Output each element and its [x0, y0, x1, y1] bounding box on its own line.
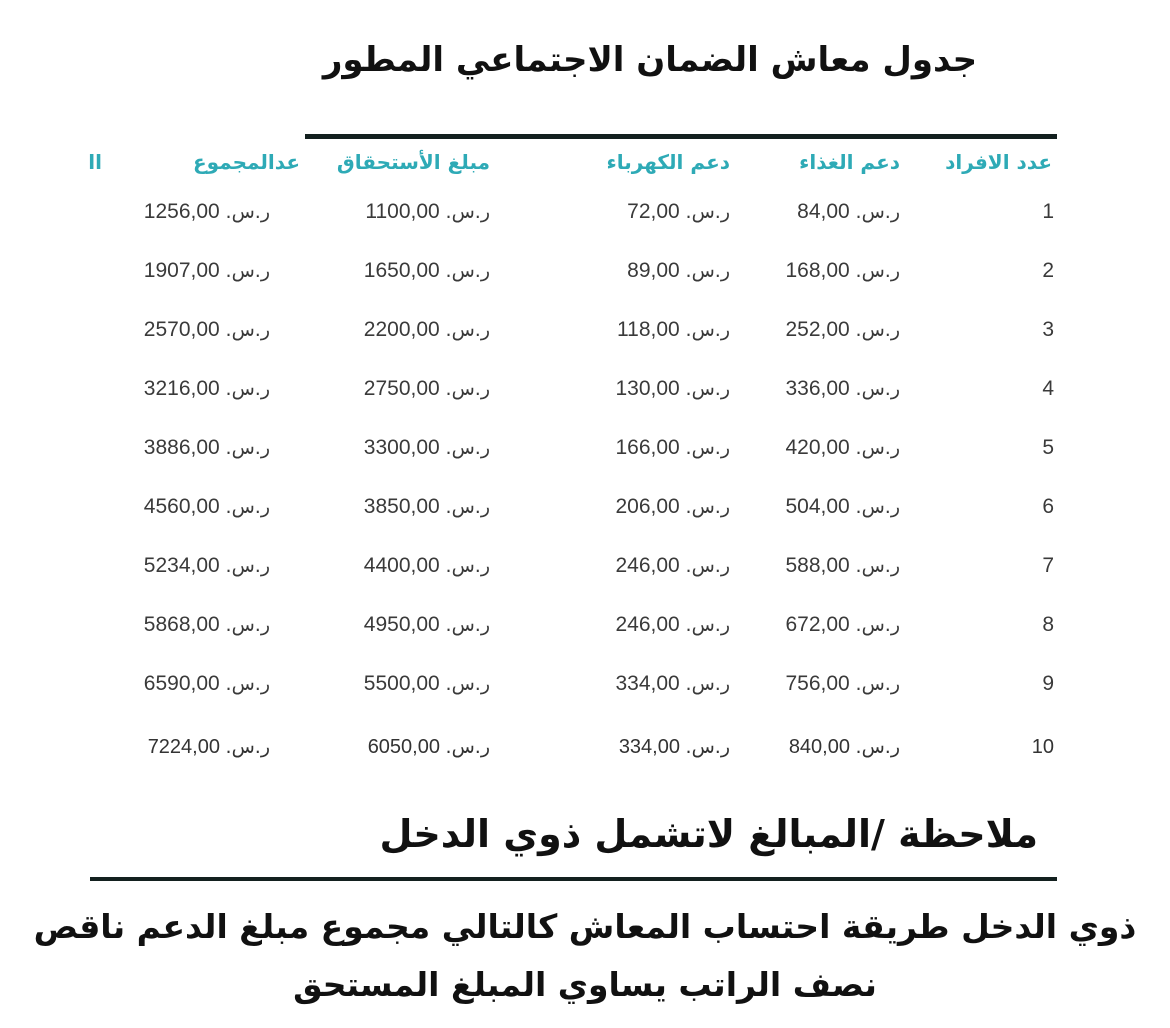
due-cell: [364, 613, 490, 637]
food-cell-value: 672,00: [785, 613, 850, 636]
members-cell-value: 10: [1031, 736, 1054, 758]
electricity-cell: [615, 377, 730, 401]
electricity-cell-value: 334,00: [615, 672, 680, 695]
table-top-divider: [305, 134, 1057, 139]
header-food-support: دعم الغذاء: [799, 150, 900, 174]
table-row: [0, 259, 1170, 299]
table-row: [0, 318, 1170, 358]
table-row: [0, 736, 1170, 776]
currency-label: ر.س.: [685, 201, 730, 223]
total-cell: [144, 377, 270, 401]
food-cell: [785, 613, 900, 637]
food-cell-value: 336,00: [785, 377, 850, 400]
total-cell-value: 1256,00: [143, 200, 220, 223]
currency-label: ر.س.: [855, 673, 900, 695]
food-cell: [785, 259, 900, 283]
due-cell: [364, 259, 490, 283]
total-cell-value: 5868,00: [143, 613, 220, 636]
currency-label: ر.س.: [685, 260, 730, 282]
members-cell-value: 1: [1042, 200, 1054, 223]
due-cell: [364, 318, 490, 342]
food-cell-value: 588,00: [785, 554, 850, 577]
explanation-text: ذوي الدخل طريقة احتساب المعاش كالتالي مجموع مبلغ الدعم ناقص نصف الراتب يساوي المبلغ المستحق: [33, 907, 1137, 1004]
total-cell-value: 4560,00: [143, 495, 220, 518]
currency-label: ر.س.: [685, 673, 730, 695]
currency-label: ر.س.: [445, 673, 490, 695]
members-cell-value: 2: [1042, 259, 1054, 282]
members-cell: [1042, 259, 1054, 283]
table-row: [0, 377, 1170, 417]
due-cell-value: 4950,00: [363, 613, 440, 636]
electricity-cell-value: 246,00: [615, 554, 680, 577]
due-cell-value: 1100,00: [365, 200, 440, 223]
currency-label: ر.س.: [855, 555, 900, 577]
electricity-cell-value: 334,00: [618, 736, 680, 758]
header-members: عدد الافراد: [945, 150, 1052, 174]
currency-label: ر.س.: [445, 496, 490, 518]
table-row: [0, 495, 1170, 535]
total-cell-value: 3886,00: [143, 436, 220, 459]
food-cell-value: 840,00: [788, 736, 850, 758]
electricity-cell: [615, 613, 730, 637]
total-cell: [144, 613, 270, 637]
table-row: [0, 554, 1170, 594]
food-cell: [785, 436, 900, 460]
electricity-cell: [627, 200, 730, 224]
members-cell-value: 8: [1042, 613, 1054, 636]
currency-label: ر.س.: [855, 378, 900, 400]
total-cell-value: 2570,00: [143, 318, 220, 341]
electricity-cell: [617, 318, 730, 342]
total-cell: [144, 672, 270, 696]
currency-label: ر.س.: [225, 614, 270, 636]
food-cell: [785, 377, 900, 401]
electricity-cell-value: 206,00: [615, 495, 680, 518]
members-cell: [1042, 495, 1054, 519]
due-cell: [364, 495, 490, 519]
currency-label: ر.س.: [225, 201, 270, 223]
food-cell: [785, 495, 900, 519]
page-title: جدول معاش الضمان الاجتماعي المطور: [322, 40, 978, 80]
currency-label: ر.س.: [225, 555, 270, 577]
members-cell: [1042, 200, 1054, 224]
members-cell-value: 9: [1042, 672, 1054, 695]
due-cell-value: 1650,00: [363, 259, 440, 282]
currency-label: ر.س.: [855, 614, 900, 636]
due-cell-value: 2750,00: [363, 377, 440, 400]
currency-label: ر.س.: [445, 555, 490, 577]
members-cell: [1042, 613, 1054, 637]
currency-label: ر.س.: [445, 319, 490, 341]
header-electricity-support: دعم الكهرباء: [606, 150, 730, 174]
currency-label: ر.س.: [685, 378, 730, 400]
total-cell: [144, 554, 270, 578]
currency-label: ر.س.: [685, 496, 730, 518]
due-cell: [365, 200, 490, 224]
total-cell: [144, 436, 270, 460]
food-cell: [785, 318, 900, 342]
due-cell-value: 2200,00: [363, 318, 440, 341]
currency-label: ر.س.: [855, 437, 900, 459]
members-cell: [1042, 318, 1054, 342]
currency-label: ر.س.: [855, 260, 900, 282]
members-cell: [1042, 436, 1054, 460]
members-cell: [1042, 672, 1054, 696]
due-cell-value: 4400,00: [363, 554, 440, 577]
members-cell: [1042, 377, 1054, 401]
members-cell: [1042, 554, 1054, 578]
currency-label: ر.س.: [445, 201, 490, 223]
food-cell: [785, 554, 900, 578]
total-cell: [144, 259, 270, 283]
currency-label: ر.س.: [855, 201, 900, 223]
total-cell: [148, 736, 270, 759]
members-cell-value: 6: [1042, 495, 1054, 518]
food-cell-value: 420,00: [785, 436, 850, 459]
members-cell: [1032, 736, 1054, 759]
due-cell: [364, 672, 490, 696]
table-row: [0, 436, 1170, 476]
note-divider: [90, 877, 1057, 881]
electricity-cell-value: 246,00: [615, 613, 680, 636]
due-cell: [364, 554, 490, 578]
currency-label: ر.س.: [855, 319, 900, 341]
due-cell: [364, 436, 490, 460]
currency-label: ر.س.: [685, 614, 730, 636]
total-cell-value: 1907,00: [143, 259, 220, 282]
food-cell-value: 168,00: [785, 259, 850, 282]
total-cell: [144, 495, 270, 519]
currency-label: ر.س.: [445, 378, 490, 400]
food-cell-value: 756,00: [785, 672, 850, 695]
total-cell-value: 3216,00: [143, 377, 220, 400]
total-cell-value: 6590,00: [143, 672, 220, 695]
currency-label: ر.س.: [685, 319, 730, 341]
members-cell-value: 7: [1042, 554, 1054, 577]
electricity-cell: [615, 554, 730, 578]
note-text: ملاحظة /المبالغ لاتشمل ذوي الدخل: [379, 812, 1038, 856]
table-row: [0, 200, 1170, 240]
currency-label: ر.س.: [855, 736, 900, 758]
total-cell: [144, 200, 270, 224]
electricity-cell-value: 89,00: [627, 259, 680, 282]
currency-label: ر.س.: [445, 437, 490, 459]
currency-label: ر.س.: [225, 260, 270, 282]
header-due-amount: مبلغ الأستحقاق: [336, 150, 490, 174]
currency-label: ر.س.: [225, 319, 270, 341]
currency-label: ر.س.: [445, 736, 490, 758]
total-cell-value: 7224,00: [147, 736, 220, 758]
total-cell: [144, 318, 270, 342]
electricity-cell: [619, 736, 730, 759]
food-cell: [789, 736, 900, 759]
electricity-cell-value: 130,00: [615, 377, 680, 400]
table-row: [0, 613, 1170, 653]
members-cell-value: 3: [1042, 318, 1054, 341]
food-cell-value: 84,00: [797, 200, 850, 223]
electricity-cell: [627, 259, 730, 283]
header-extra: اا: [88, 150, 102, 174]
currency-label: ر.س.: [225, 378, 270, 400]
due-cell-value: 5500,00: [363, 672, 440, 695]
members-cell-value: 5: [1042, 436, 1054, 459]
electricity-cell-value: 166,00: [615, 436, 680, 459]
electricity-cell: [615, 672, 730, 696]
members-cell-value: 4: [1042, 377, 1054, 400]
food-cell: [785, 672, 900, 696]
currency-label: ر.س.: [855, 496, 900, 518]
currency-label: ر.س.: [685, 437, 730, 459]
electricity-cell: [615, 495, 730, 519]
total-cell-value: 5234,00: [143, 554, 220, 577]
electricity-cell-value: 72,00: [627, 200, 680, 223]
currency-label: ر.س.: [685, 736, 730, 758]
due-cell-value: 3850,00: [363, 495, 440, 518]
currency-label: ر.س.: [225, 437, 270, 459]
food-cell-value: 504,00: [785, 495, 850, 518]
currency-label: ر.س.: [445, 614, 490, 636]
food-cell: [797, 200, 900, 224]
electricity-cell: [615, 436, 730, 460]
electricity-cell-value: 118,00: [617, 318, 680, 341]
currency-label: ر.س.: [225, 736, 270, 758]
header-total: عدالمجموع: [192, 150, 300, 174]
due-cell: [364, 377, 490, 401]
due-cell-value: 6050,00: [367, 736, 440, 758]
due-cell: [368, 736, 490, 759]
table-row: [0, 672, 1170, 712]
currency-label: ر.س.: [445, 260, 490, 282]
currency-label: ر.س.: [685, 555, 730, 577]
due-cell-value: 3300,00: [363, 436, 440, 459]
food-cell-value: 252,00: [785, 318, 850, 341]
currency-label: ر.س.: [225, 496, 270, 518]
currency-label: ر.س.: [225, 673, 270, 695]
